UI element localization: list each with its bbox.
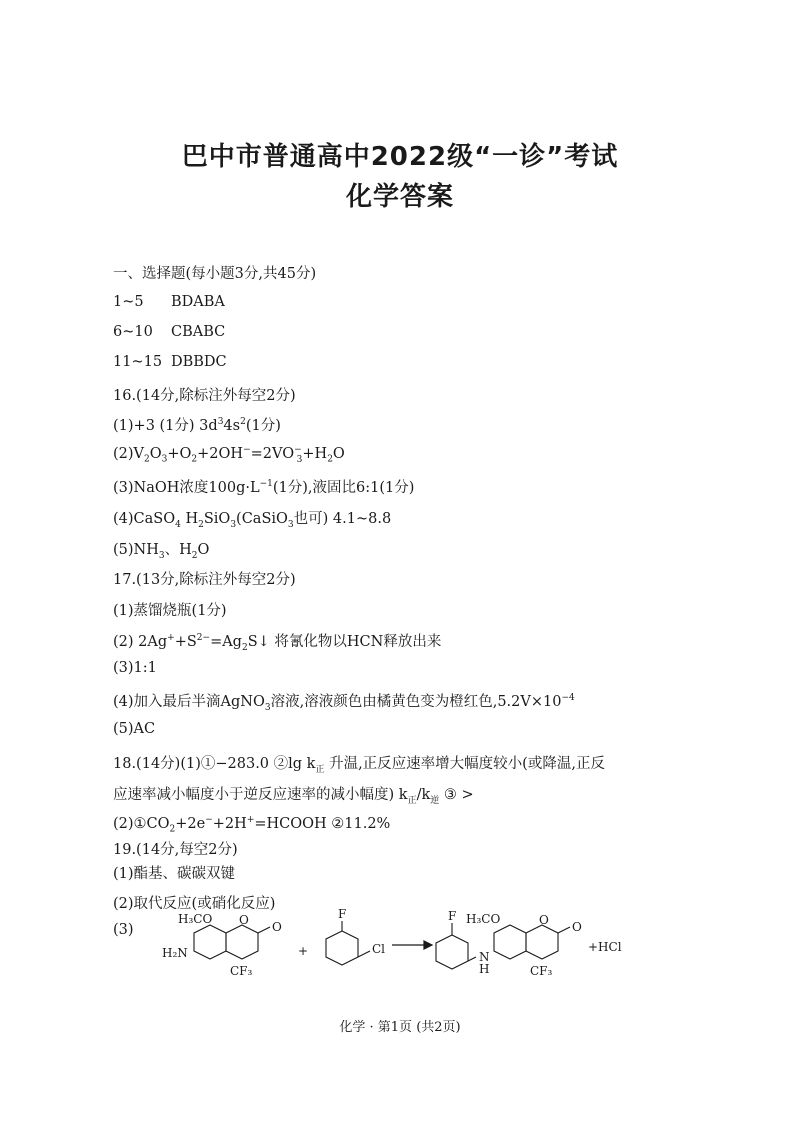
q17-answer-2: (2) $2Ag^++S^{2-}=Ag_2S↓$ 将氰化物以HCN释放出来: [113, 633, 442, 653]
q18-line-3: $(2)①CO_2+2e^-+2H^+=HCOOH$ ②11.2%: [113, 815, 391, 835]
answer-row: [113, 294, 225, 310]
fluorine-label: F: [338, 907, 347, 921]
q18-line-1: 18.(14分)(1)①−283.0 ②lg $k_正$ 升温,正反应速率增大幅度较小(或降温,正反: [113, 756, 605, 775]
product-cf3-label: CF₃: [530, 964, 553, 978]
page-footer: 化学 · 第1页 (共2页): [339, 1020, 461, 1035]
q16-answer-5: $(5)NH_3$、$H_2O$: [113, 542, 210, 561]
product-methoxy-label: H₃CO: [466, 912, 501, 926]
q16-answer-2: $(2)V_2O_3+O_2+2OH^-=2VO^-_3+H_2O$: [113, 445, 345, 465]
answer-letters: CBABC: [171, 324, 226, 340]
answer-range: 6~10: [113, 324, 153, 340]
answer-letters: BDABA: [171, 294, 225, 310]
q19-heading: 19.(14分,每空2分): [113, 842, 238, 858]
q16-answer-4: (4)CaSO$_4$ $H_2SiO_3(CaSiO_3$也可) 4.1~8.8: [113, 511, 392, 530]
q16-heading: 16.(14分,除标注外每空2分): [113, 388, 296, 404]
q17-answer-1: (1)蒸馏烧瓶(1分): [113, 603, 227, 619]
methoxy-label: H₃CO: [178, 912, 213, 926]
q18-line-2: 应速率减小幅度小于逆反应速率的减小幅度) $k_正/k_逆$ ③ >: [113, 787, 474, 806]
product-molecule: [436, 923, 570, 969]
q17-heading: 17.(13分,除标注外每空2分): [113, 572, 296, 588]
product-carbonyl-o-label: O: [572, 920, 582, 934]
reactant-benzyl-chloride: [326, 921, 370, 965]
answer-range: 11~15: [113, 354, 163, 370]
answer-letters: DBBDC: [171, 354, 227, 370]
amine-label: H₂N: [162, 946, 188, 960]
page-subtitle: 化学答案: [345, 182, 454, 212]
page-title: 巴中市普通高中2022级“一诊”考试: [181, 142, 619, 172]
product-ring-o-label: O: [539, 913, 549, 927]
answer-row: [113, 324, 225, 340]
reactant-coumarin: [194, 925, 270, 959]
plus-sign: +: [298, 944, 309, 958]
answer-range: 1~5: [113, 294, 144, 310]
product-fluorine-label: F: [448, 909, 457, 923]
product-nh-label: N: [479, 950, 490, 964]
answer-row: [113, 354, 227, 370]
q17-answer-3: (3)1:1: [113, 660, 157, 676]
carbonyl-o-label: O: [272, 920, 282, 934]
ring-o-label: O: [239, 913, 249, 927]
hcl-byproduct: +HCl: [588, 940, 622, 954]
q19-answer-2: (2)取代反应(或硝化反应): [113, 896, 276, 912]
q19-answer-1: (1)酯基、碳碳双键: [113, 866, 236, 882]
q16-answer-1: (1)+3 (1分) $3d^34s^2(1$分): [113, 417, 281, 434]
q17-answer-4: (4)加入最后半滴AgNO$_3$溶液,溶液颜色由橘黄色变为橙红色$,5.2V\times 10^{-4}$: [113, 693, 575, 713]
q19-answer-3-label: (3): [113, 922, 134, 938]
section1-heading: 一、选择题(每小题3分,共45分): [113, 266, 317, 282]
q17-answer-5: (5)AC: [113, 721, 156, 737]
reaction-scheme: [160, 905, 640, 995]
q16-answer-3: (3)NaOH浓度$100g\cdot L^{-1}(1$分),液固比6:1(1分): [113, 479, 415, 496]
chlorine-label: Cl: [372, 942, 386, 956]
cf3-label: CF₃: [230, 964, 253, 978]
product-h-label: H: [479, 962, 490, 976]
reaction-arrow: [392, 941, 432, 949]
